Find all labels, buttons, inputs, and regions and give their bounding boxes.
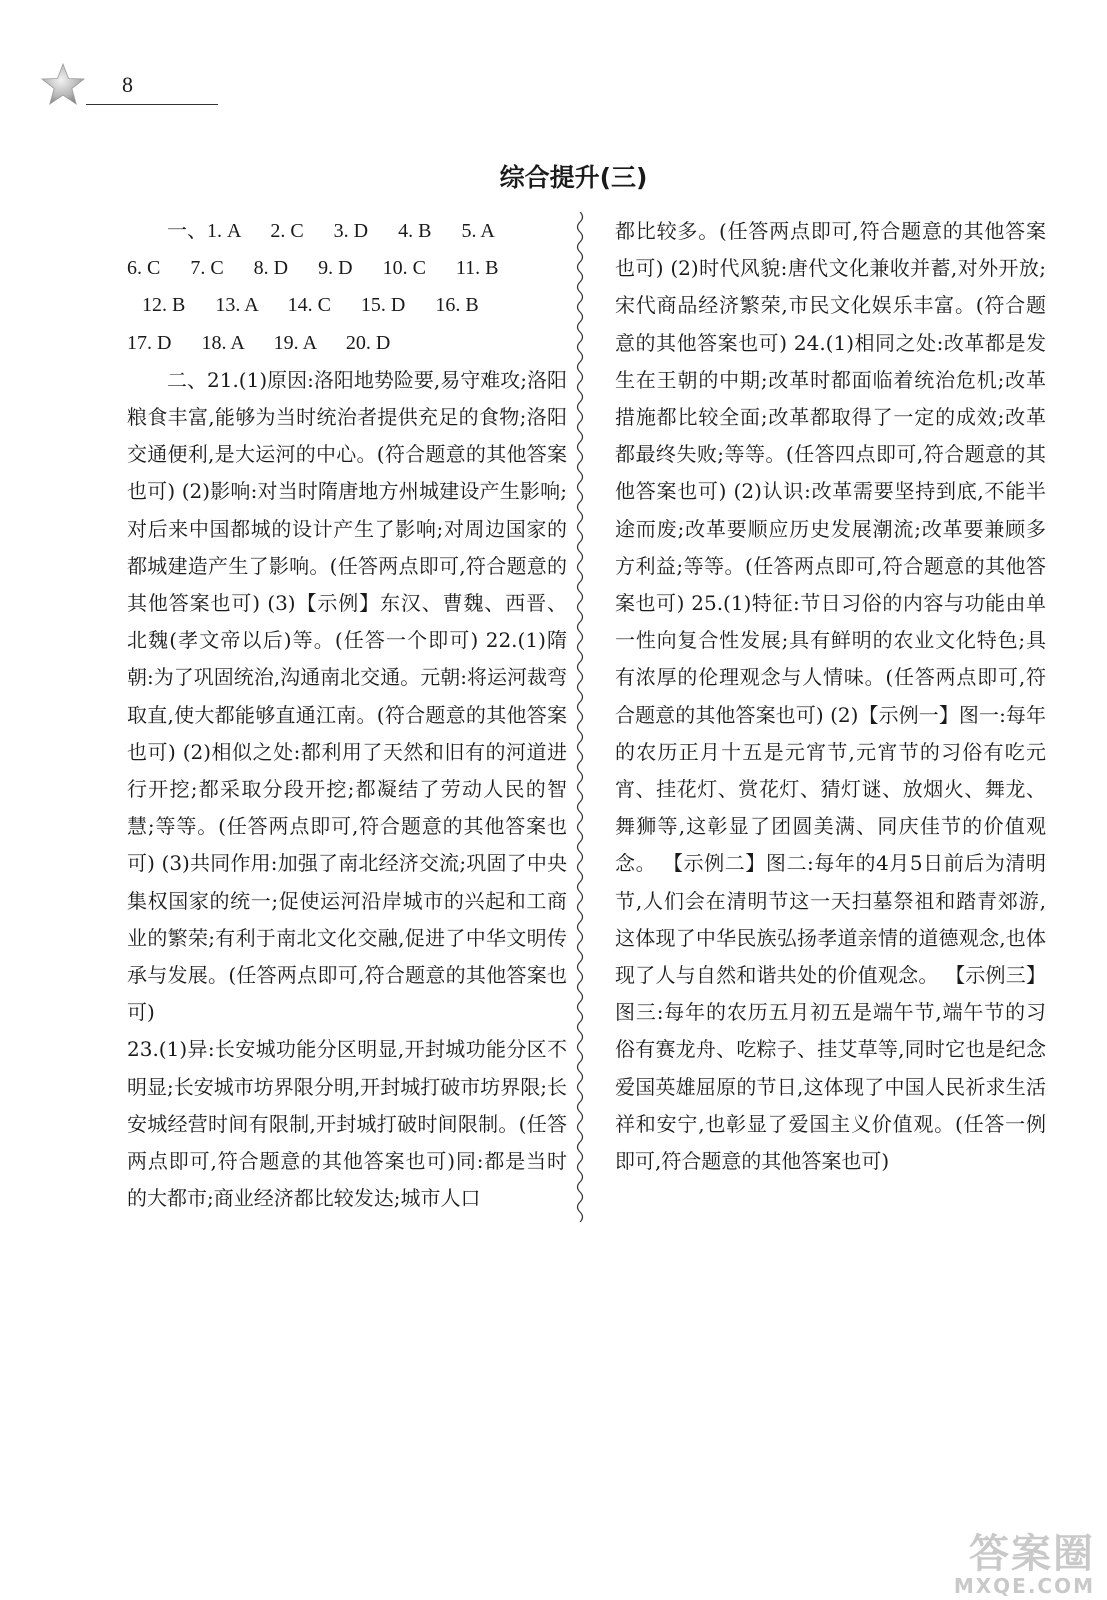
answer-paragraph: 都比较多。(任答两点即可,符合题意的其他答案也可) (2)时代风貌:唐代文化兼收并蓄,对外开放;宋代商品经济繁荣,市民文化娱乐丰富。(符合题意的其他答案也可) 24.(1)相同之处:改革都是发生在王朝的中期;改革时都面临着统治危机;改革措施都比较全面;改革都取得了一定的成效;改革都最终失败;等等。(任答四点即可,符合题意的其他答案也可) (2)认识:改革需要坚持到底,不能半途而废;改革要顺应历史发展潮流;改革要兼顾多方利益;等等。(任答两点即可,符合题意的其他答案也可) 25.(1)特征:节日习俗的内容与功能由单一性向复合性发展;具有鲜明的农业文化特色;具有浓厚的伦理观念与人情味。(任答两点即可,符合题意的其他答案也可) (2)【示例一】图一:每年的农历正月十五是元宵节,元宵节的习俗有吃元宵、挂花灯、赏花灯、猜灯谜、放烟火、舞龙、舞狮等,这彰显了团圆美满、同庆佳节的价值观念。 【示例二】图二:每年的4月5日前后为清明节,人们会在清明节这一天扫墓祭祖和踏青郊游,这体现了中华民族弘扬孝道亲情的道德观念,也体现了人与自然和谐共处的价值观念。 【示例三】图三:每年的农历五月初五是端午节,端午节的习俗有赛龙舟、吃粽子、挂艾草等,同时它也是纪念爱国英雄屈原的节日,这体现了中国人民祈求生活祥和安宁,也彰显了爱国主义价值观。(任答一例即可,符合题意的其他答案也可) [615,219,1046,1174]
mc-answer-row: 17. D 18. A 19. A 20. D [127,331,391,354]
page-title: 综合提升(三) [499,163,648,192]
header-rule [86,104,218,105]
answer-paragraph: 23.(1)异:长安城功能分区明显,开封城功能分区不明显;长安城市坊界限分明,开封城打破市坊界限;长安城经营时间有限制,开封城打破时间限制。(任答两点即可,符合题意的其他答案也可)同:都是当时的大都市;商业经济都比较发达;城市人口 [127,1037,567,1211]
mc-answer-row: 一、1. A 2. C 3. D 4. B 5. A [167,220,495,242]
page-header [40,62,190,112]
right-column [615,213,1046,1180]
answer-paragraph: 二、21.(1)原因:洛阳地势险要,易守难攻;洛阳粮食丰富,能够为当时统治者提供充足的食物;洛阳交通便利,是大运河的中心。(符合题意的其他答案也可) (2)影响:对当时隋唐地方州城建设产生影响;对后来中国都城的设计产生了影响;对周边国家的都城建造产生了影响。(任答两点即可,符合题意的其他答案也可) (3)【示例】东汉、曹魏、西晋、北魏(孝文帝以后)等。(任答一个即可) 22.(1)隋朝:为了巩固统治,沟通南北交通。元朝:将运河裁弯取直,使大都能够直通江南。(符合题意的其他答案也可) (2)相似之处:都利用了天然和旧有的河道进行开挖;都采取分段开挖;都凝结了劳动人民的智慧;等等。(任答两点即可,符合题意的其他答案也可) (3)共同作用:加强了南北经济交流;巩固了中央集权国家的统一;促使运河沿岸城市的兴起和工商业的繁荣;有利于南北文化交融,促进了中华文明传承与发展。(任答两点即可,符合题意的其他答案也可) [127,367,567,1025]
site-watermark-logo [895,1532,1095,1596]
page-number: 8 [122,72,133,97]
star-icon [40,62,86,108]
mc-answer-row: 6. C 7. C 8. D 9. D 10. C 11. B [127,257,499,280]
mc-answer-row: 12. B 13. A 14. C 15. D 16. B [127,294,479,317]
watermark-text-cn: 答案圈 [969,1531,1095,1577]
watermark-text-en: MXQE.COM [953,1574,1095,1598]
wavy-column-divider [572,212,588,1222]
left-column [127,213,567,1217]
